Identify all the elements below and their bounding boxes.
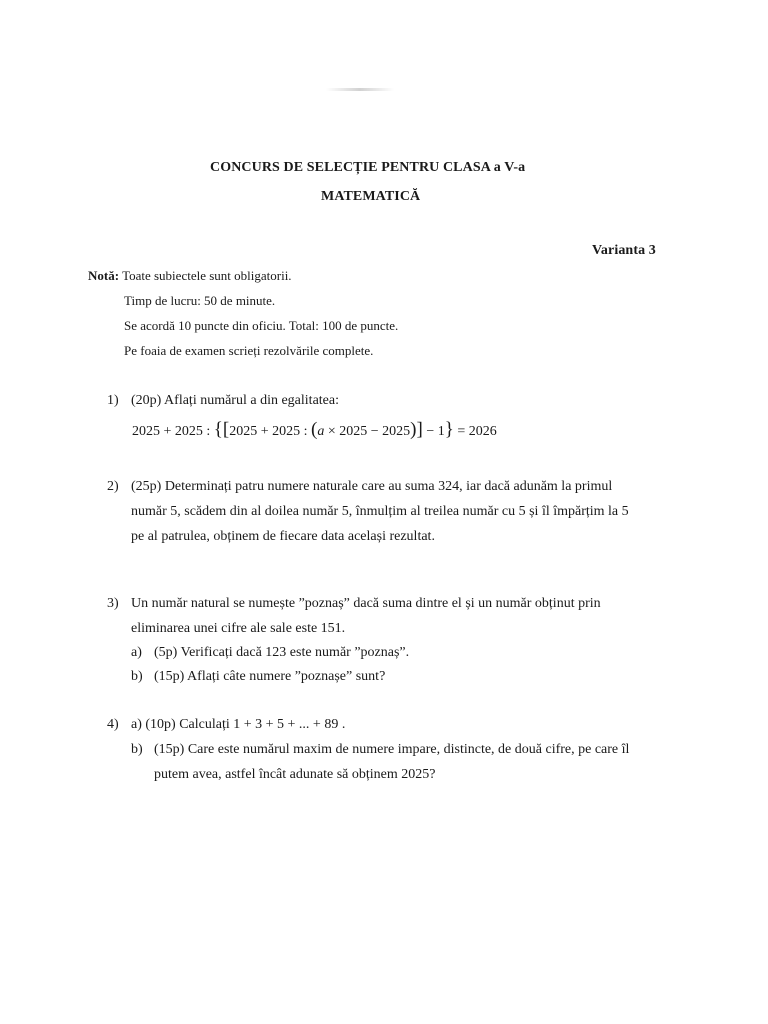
problem-4-number: 4) [107,717,119,732]
problem-4a-end: . [338,717,346,732]
problem-3b-text: (15p) Aflați câte numere ”poznașe” sunt? [154,669,386,684]
problem-4a-text: a) (10p) Calculați [131,717,234,732]
problem-1-text: (20p) Aflați numărul a din egalitatea: [131,393,339,408]
note-line-2: Timp de lucru: 50 de minute. [124,293,276,308]
problem-3a-label: a) [131,645,142,660]
problem-4a-math: 1 + 3 + 5 + ... + 89 [233,717,339,732]
page-title: CONCURS DE SELECȚIE PENTRU CLASA a V-a [210,160,526,175]
variant-label: Varianta 3 [592,243,656,258]
eq-part-d: − 1 [422,424,445,439]
eq-variable: a [317,424,325,439]
eq-part-a: 2025 + 2025 : [132,424,214,439]
scan-artifact [326,88,394,91]
eq-part-e: = 2026 [453,424,497,439]
problem-4b-label: b) [131,742,143,757]
problem-2-number: 2) [107,479,119,494]
problem-2-line-1: (25p) Determinați patru numere naturale care au suma 324, iar dacă adunăm la primul [131,479,613,494]
problem-3-line-1: Un număr natural se numește ”poznaș” dacă suma dintre el și un număr obținut prin [131,596,601,611]
problem-3a-text: (5p) Verificați dacă 123 este număr ”poznaș”. [154,645,410,660]
eq-part-c: × 2025 − 2025 [324,424,411,439]
problem-4a [131,717,345,733]
problem-2-line-3: pe al patrulea, obținem de fiecare data același rezultat. [131,529,435,544]
note-text: Toate subiectele sunt obligatorii. [122,268,292,283]
paren-open: ( [311,419,318,440]
eq-part-b: 2025 + 2025 : [229,424,312,439]
problem-1-equation [132,419,497,440]
problem-3-number: 3) [107,596,119,611]
paren-close: )] [410,419,423,440]
problem-3b-label: b) [131,669,143,684]
problem-2-line-2: număr 5, scădem din al doilea număr 5, înmulțim al treilea număr cu 5 și îl împărțim la 5 [131,504,629,519]
note-label: Notă: [88,268,120,283]
note-line-4: Pe foaia de examen scrieți rezolvările complete. [124,343,374,358]
brace-close: } [444,419,454,440]
note-line-1 [88,268,292,284]
subject-title: MATEMATICĂ [321,189,421,204]
problem-4b-line-2: putem avea, astfel încât adunate să obținem 2025? [154,767,436,782]
note-line-3: Se acordă 10 puncte din oficiu. Total: 100 de puncte. [124,318,399,333]
problem-1-number: 1) [107,393,119,408]
brace-open: {[ [213,419,230,440]
problem-3-line-2: eliminarea unei cifre ale sale este 151. [131,621,346,636]
problem-4b-line-1: (15p) Care este numărul maxim de numere impare, distincte, de două cifre, pe care îl [154,742,630,757]
